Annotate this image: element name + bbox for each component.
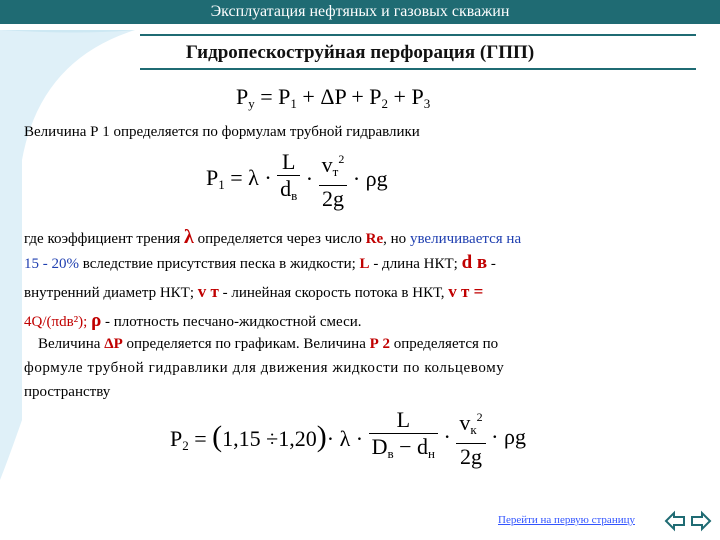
formula-p2: $P_2 = (1,15 \div 1,20)\cdot \lambda$ · $\frac{L}{D_в - d_н}$ · $\frac{v_к^2}{2g}$ · ρg: [170, 404, 526, 470]
back-arrow-icon[interactable]: [664, 510, 686, 532]
header-title: Эксплуатация нефтяных и газовых скважин: [210, 3, 510, 20]
para-line-3: внутренний диаметр НКТ; v т - линейная скорость потока в НКТ, v т =: [24, 282, 484, 301]
para-line-6: формуле трубной гидравлики для движения жидкости по кольцевому: [24, 360, 505, 376]
top-divider: [140, 34, 696, 36]
page-title: Гидропескоструйная перфорация (ГПП): [185, 42, 535, 63]
header-bar: [0, 0, 720, 24]
para-line-1: где коэффициент трения λ определяется через число Re, но увеличивается на: [24, 226, 522, 248]
formula-p1: $P_1 = \lambda$ · $\frac{L}{d_в}$ · $\frac{v_т^2}{2g}$ · ρg: [206, 146, 388, 212]
para-line-2: 15 - 20% вследствие присутствия песка в жидкости; L - длина НКТ; d в -: [24, 252, 496, 273]
first-page-link[interactable]: Перейти на первую страницу: [498, 514, 635, 526]
para-line-5: Величина ΔР определяется по графикам. Величина Р 2 определяется по: [38, 336, 499, 352]
fraction-vk-over-2g: $\frac{v_к^2}{2g}$: [456, 404, 485, 470]
forward-arrow-icon[interactable]: [690, 510, 712, 532]
text-line-1: Величина Р 1 определяется по формулам трубной гидравлики: [24, 124, 420, 140]
para-line-4: 4Q/(πdв²); ρ - плотность песчано-жидкостной смеси.: [24, 310, 362, 331]
fraction-l-over-dv: $\frac{L}{d_в}$: [277, 149, 300, 209]
fraction-v-over-2g: $\frac{v_т^2}{2g}$: [319, 146, 348, 212]
formula-py: $P_у = P_1 + \Delta P + P_2 + P_3$: [236, 84, 431, 111]
para-line-7: пространству: [24, 384, 111, 400]
fraction-l-over-dv-dn: $\frac{L}{D_в - d_н}$: [369, 407, 438, 467]
title-divider: [140, 68, 696, 70]
